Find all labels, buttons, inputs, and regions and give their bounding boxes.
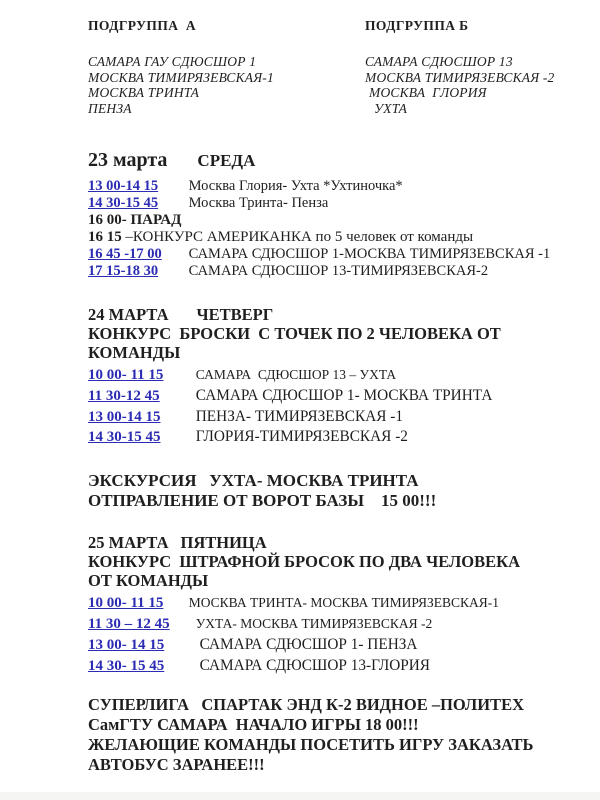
scan-artifact xyxy=(0,792,600,800)
match-text: САМАРА СДЮСШОР 1- МОСКВА ТРИНТА xyxy=(195,386,493,404)
match-text: МОСКВА ТРИНТА- МОСКВА ТИМИРЯЗЕВСКАЯ-1 xyxy=(188,595,500,611)
day-weekday: ПЯТНИЦА xyxy=(180,533,267,553)
day-rows xyxy=(88,365,572,448)
time-link[interactable]: 10 00- 11 15 xyxy=(88,595,164,612)
match-text: ПЕНЗА- ТИМИРЯЗЕВСКАЯ -1 xyxy=(195,407,404,425)
day-date: 23 марта xyxy=(88,149,168,171)
schedule-row xyxy=(88,427,572,448)
day-title xyxy=(88,305,572,324)
team-name: МОСКВА ГЛОРИЯ xyxy=(369,85,487,100)
time-link[interactable]: 14 30-15 45 xyxy=(88,429,161,446)
time-link[interactable]: 14 30- 15 45 xyxy=(88,657,165,674)
contest-subtitle: ОТ КОМАНДЫ xyxy=(88,571,209,591)
subgroup-b xyxy=(365,18,555,116)
time-link[interactable]: 13 00-14 15 xyxy=(88,178,159,194)
excursion-line: ЭКСКУРСИЯ УХТА- МОСКВА ТРИНТА xyxy=(88,471,419,491)
match-text: САМАРА СДЮСШОР 13-ГЛОРИЯ xyxy=(195,656,431,674)
subgroup-b-title: ПОДГРУППА Б xyxy=(365,18,469,33)
contest-subtitle: КОНКУРС ШТРАФНОЙ БРОСОК ПО ДВА ЧЕЛОВЕКА xyxy=(88,552,521,572)
time-link[interactable]: 13 00- 14 15 xyxy=(88,636,165,653)
day-date: 24 МАРТА xyxy=(88,305,169,324)
match-text: ГЛОРИЯ-ТИМИРЯЗЕВСКАЯ -2 xyxy=(195,428,408,446)
time-link[interactable]: 17 15-18 30 xyxy=(88,263,159,279)
team-name: УХТА xyxy=(374,100,408,116)
contest-row xyxy=(88,229,572,246)
match-text: Москва Тринта- Пенза xyxy=(188,195,329,211)
schedule-row xyxy=(88,365,572,386)
superliga-line: АВТОБУС ЗАРАНЕЕ!!! xyxy=(88,755,265,775)
schedule-row xyxy=(88,386,572,407)
contest-subtitle: КОНКУРС БРОСКИ С ТОЧЕК ПО 2 ЧЕЛОВЕКА ОТ xyxy=(88,324,501,343)
time-link[interactable]: 10 00- 11 15 xyxy=(88,367,164,383)
schedule-day-23-march xyxy=(88,149,572,280)
day-title xyxy=(88,149,572,172)
schedule-row xyxy=(88,614,572,635)
time-link[interactable]: 11 30-12 45 xyxy=(88,387,160,404)
day-date: 25 МАРТА xyxy=(88,533,169,553)
schedule-row xyxy=(88,593,572,614)
excursion-notice xyxy=(88,471,572,511)
team-name: ПЕНЗА xyxy=(88,100,132,116)
team-name: САМАРА СДЮСШОР 13 xyxy=(365,54,513,69)
team-name: МОСКВА ТИМИРЯЗЕВСКАЯ-1 xyxy=(88,69,274,85)
match-text: САМАРА СДЮСШОР 1- ПЕНЗА xyxy=(195,635,418,653)
schedule-day-25-march xyxy=(88,533,572,676)
superliga-line: СамГТУ САМАРА НАЧАЛО ИГРЫ 18 00!!! xyxy=(88,715,419,735)
superliga-line: ЖЕЛАЮЩИЕ КОМАНДЫ ПОСЕТИТЬ ИГРУ ЗАКАЗАТЬ xyxy=(88,735,534,755)
day-rows xyxy=(88,593,572,676)
time-link[interactable]: 13 00-14 15 xyxy=(88,408,161,425)
excursion-line: ОТПРАВЛЕНИЕ ОТ ВОРОТ БАЗЫ 15 00!!! xyxy=(88,491,437,511)
schedule-row xyxy=(88,263,572,280)
time-link[interactable]: 14 30-15 45 xyxy=(88,195,159,211)
match-text: Москва Глория- Ухта *Ухтиночка* xyxy=(188,178,403,194)
day-weekday: СРЕДА xyxy=(197,151,256,170)
subgroup-b-teams xyxy=(365,54,555,116)
contest-subtitle: КОМАНДЫ xyxy=(88,343,181,362)
subgroups-section xyxy=(88,18,572,116)
superliga-line: СУПЕРЛИГА СПАРТАК ЭНД К-2 ВИДНОЕ –ПОЛИТЕХ xyxy=(88,695,524,715)
superliga-notice xyxy=(88,695,572,775)
team-name: МОСКВА ТРИНТА xyxy=(88,85,200,100)
day-weekday: ЧЕТВЕРГ xyxy=(196,305,274,324)
subgroup-a-title: ПОДГРУППА А xyxy=(88,18,197,33)
schedule-row xyxy=(88,407,572,428)
schedule-row xyxy=(88,656,572,677)
contest-text: –КОНКУРС АМЕРИКАНКА по 5 человек от команды xyxy=(125,229,474,245)
team-name: САМАРА ГАУ СДЮСШОР 1 xyxy=(88,54,257,69)
subgroup-a xyxy=(88,18,365,116)
team-name: МОСКВА ТИМИРЯЗЕВСКАЯ -2 xyxy=(365,69,555,85)
day-title xyxy=(88,533,572,552)
match-text: САМАРА СДЮСШОР 13 – УХТА xyxy=(195,367,397,382)
schedule-row xyxy=(88,178,572,195)
schedule-row xyxy=(88,246,572,263)
time-link[interactable]: 11 30 – 12 45 xyxy=(88,615,170,632)
match-text: УХТА- МОСКВА ТИМИРЯЗЕВСКАЯ -2 xyxy=(195,615,433,631)
schedule-row xyxy=(88,195,572,212)
time-label: 16 15 xyxy=(88,229,122,245)
subgroup-a-teams xyxy=(88,54,365,116)
schedule-row xyxy=(88,635,572,656)
schedule-day-24-march xyxy=(88,305,572,448)
match-text: САМАРА СДЮСШОР 13-ТИМИРЯЗЕВСКАЯ-2 xyxy=(188,263,489,279)
time-link[interactable]: 16 45 -17 00 xyxy=(88,246,162,262)
parade-line: 16 00- ПАРАД xyxy=(88,212,182,228)
match-text: САМАРА СДЮСШОР 1-МОСКВА ТИМИРЯЗЕВСКАЯ -1 xyxy=(188,246,551,262)
